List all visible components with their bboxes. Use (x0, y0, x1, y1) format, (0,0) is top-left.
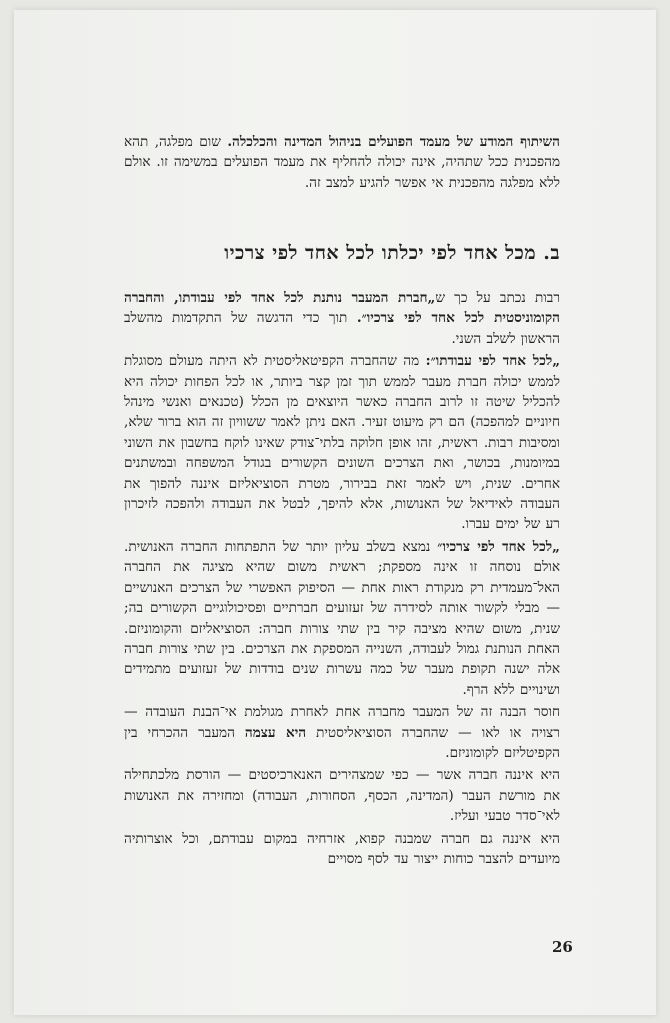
paragraph (124, 829, 560, 870)
paragraph (124, 537, 560, 700)
section-heading: ב. מכל אחד לפי יכלתו לכל אחד לפי צרכיו (224, 242, 560, 264)
book-page (14, 10, 656, 1015)
paragraph (124, 702, 560, 763)
page-number: 26 (552, 938, 573, 956)
paragraph-text: מה שהחברה הקפיטאליסטית לא היתה מעולם מסוגלת לממש יכולה חברת מעבר לממש תוך זמן קצר ביותר, או לכל הפחות יכולה היא להכליל שיטה זו לרוב החברה כאשר היוצאים מן הכלל (טכנאים ואנשי מינהל חיוניים למהפכה) הם רק מיעוט זעיר. האם ניתן לאמר ששוויון זה הוא ברור שלא, ומסיבות רבות. ראשית, זהו אופן חלוקה בלתי־צודק שאינו לוקח בחשבון את השוני במיומנות, בכושר, ואת הצרכים השונים הקשורים בגודל המשפחה ובמשתנים אחרים. שנית, ויש לאמר זאת בבירור, מטרת הסוציאליזם איננה להפוך את העבודה לאידיאל של האנושות, אלא להיפך, לבטל את העבודה ולהפכה לזיכרון רע של ימים עברו. (124, 353, 560, 533)
intro-text: שום מפלגה, תהא מהפכנית ככל שתהיה, אינה יכולה להחליף את מעמד הפועלים במשימה זו. אולם ללא מפלגה מהפכנית אי אפשר להגיע למצב זה. (124, 134, 560, 191)
intro-bold-line: השיתוף המודע של מעמד הפועלים בניהול המדינה והכלכלה. (227, 134, 561, 150)
paragraph (124, 288, 560, 349)
intro-paragraph (124, 132, 560, 193)
paragraph-lead: חוסר הבנה זה של המעבר מחברה אחת לאחרת מגולמת אי־הבנת העובדה — רצויה או לאו — שהחברה הסוציאליסטית (124, 704, 560, 741)
paragraph-bold: „לכל אחד לפי עבודתו״: (425, 353, 561, 370)
paragraph-lead: רבות נכתב על כך ש (435, 290, 560, 306)
paragraph-lead: היא איננה גם חברה שמבנה קפוא, אזרחיה במקום עבודתם, וכל אוצרותיה מיועדים להצבר כוחות ייצור עד לסף מסויים (124, 830, 560, 867)
body-text (124, 288, 560, 869)
paragraph-bold: „לכל אחד לפי צרכיו״ (437, 538, 560, 555)
paragraph-text: המעבר ההכרחי בין הקפיטליזם לקומוניזם. (124, 724, 560, 761)
paragraph-text: נמצא בשלב עליון יותר של התפתחות החברה האנושית. אולם נוסחה זו אינה מספקת; ראשית משום שהיא מציגה את החברה האל־מעמדית רק מנקודת ראות אחת — הסיפוק האפשרי של הצרכים האנושיים — מבלי לקשור אותה לסידרה של זעזועים חברתיים ופסיכולוגיים הקשורים בה; שנית, משום שהיא מציבה קיר בין שתי צורות חברה: הסוציאליזם והקומוניזם. האחת הנותנת גמול לעבודה, השנייה המספקת את הצרכים. בין שתי צורות חברה אלה ישנה תקופת מעבר של כמה עשרות שנים בודדות של זעזועים מתמידים ושינויים ללא הרף. (124, 538, 560, 698)
paragraph (124, 765, 560, 826)
paragraph-text: תוך כדי הדגשה של התקדמות מהשלב הראשון לשלב השני. (124, 310, 560, 347)
paragraph-lead: היא איננה חברה אשר — כפי שמצהירים האנארכיסטים — הורסת מלכתחילה את מורשת העבר (המדינה, הכסף, הסחורות, העבודה) ומחזירה את האנושות לאי־סדר טבעי ועליז. (124, 767, 560, 825)
paragraph (124, 351, 560, 535)
paragraph-bold: היא עצמה (244, 724, 307, 741)
paragraph-bold: „חברת המעבר נותנת לכל אחד לפי עבודתו, והחברה הקומוניסטית לכל אחד לפי צרכיו״. (124, 290, 560, 327)
